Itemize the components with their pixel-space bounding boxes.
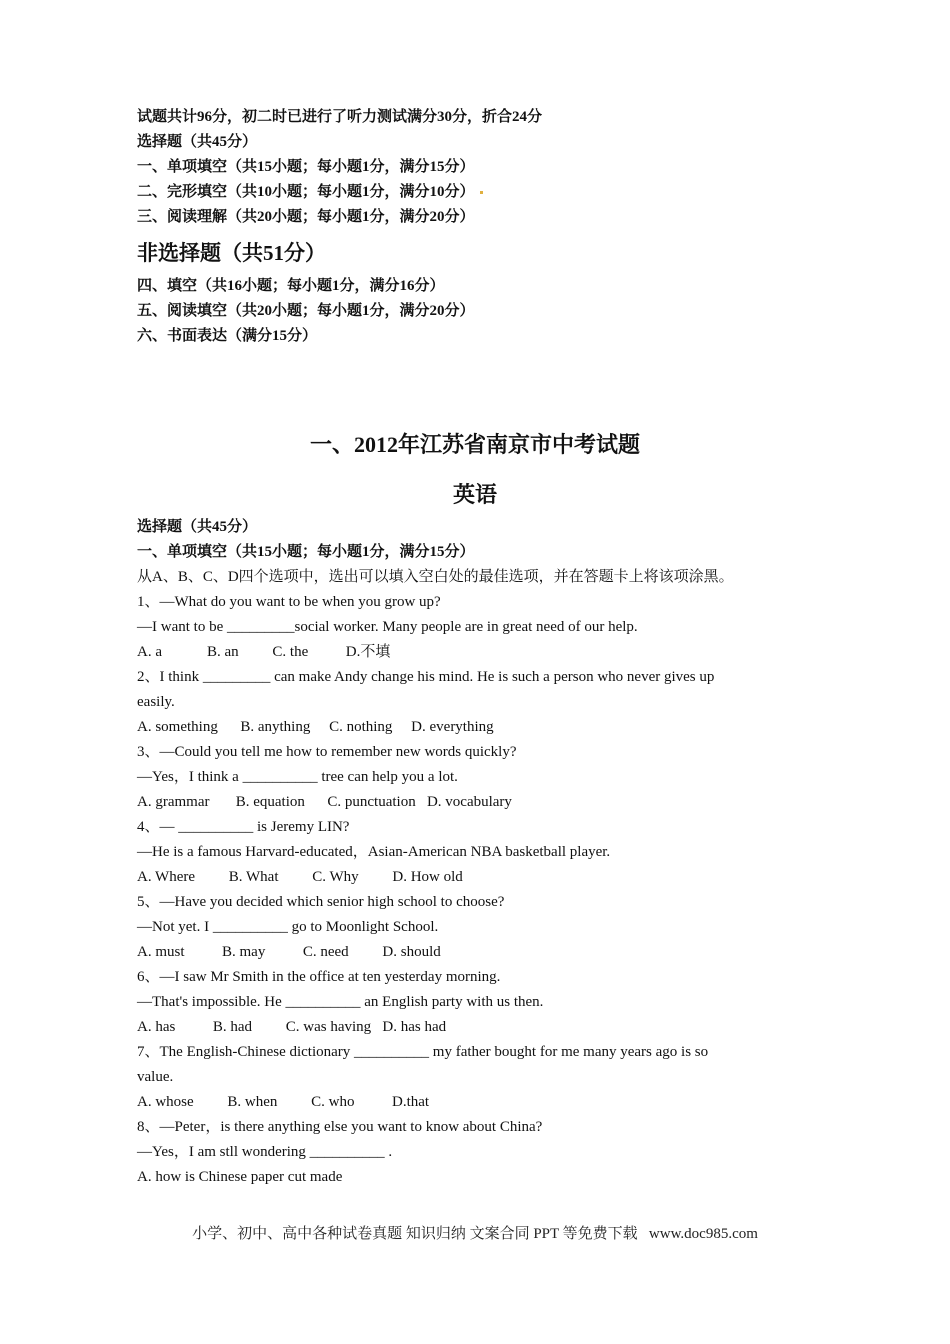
exam-title: 一、2012年江苏省南京市中考试题 bbox=[309, 432, 640, 457]
question-line: 8、—Peter，is there anything else you want to know about China? bbox=[137, 1119, 543, 1135]
question-line: A. something B. anything C. nothing D. everything bbox=[137, 719, 494, 735]
question-line: A. grammar B. equation C. punctuation D. vocabulary bbox=[137, 794, 512, 810]
section-heading: 选择题（共45分） bbox=[137, 519, 258, 535]
part-line-text: 二、完形填空（共10小题；每小题1分，满分10分） bbox=[137, 184, 475, 200]
question-line: A. how is Chinese paper cut made bbox=[137, 1169, 343, 1185]
question-line: A. whose B. when C. who D.that bbox=[137, 1094, 430, 1110]
question-line: 5、—Have you decided which senior high school to choose? bbox=[137, 894, 505, 910]
question-line: A. has B. had C. was having D. has had bbox=[137, 1019, 447, 1035]
question-line: —Yes，I am stll wondering __________ . bbox=[137, 1144, 393, 1160]
question-line: 7、The English-Chinese dictionary __________ my father bought for me many years ago is so bbox=[137, 1044, 709, 1060]
section-heading: 选择题（共45分） bbox=[137, 134, 258, 150]
question-list bbox=[137, 590, 817, 1190]
question-line: 6、—I saw Mr Smith in the office at ten yesterday morning. bbox=[137, 969, 501, 985]
question-line: easily. bbox=[137, 694, 175, 710]
question-line: —He is a famous Harvard-educated，Asian-American NBA basketball player. bbox=[137, 844, 611, 860]
part-line: 一、单项填空（共15小题；每小题1分，满分15分） bbox=[137, 159, 475, 175]
footer: 小学、初中、高中各种试卷真题 知识归纳 文案合同 PPT 等免费下载 www.doc985.com bbox=[192, 1226, 758, 1242]
exam-subject: 英语 bbox=[452, 482, 497, 507]
non-choice-heading: 非选择题（共51分） bbox=[137, 241, 326, 265]
question-line: A. a B. an C. the D.不填 bbox=[137, 644, 391, 660]
question-line: —Yes，I think a __________ tree can help you a lot. bbox=[137, 769, 458, 785]
question-line: 2、I think _________ can make Andy change his mind. He is such a person who never gives up bbox=[137, 669, 715, 685]
question-line: —Not yet. I __________ go to Moonlight School. bbox=[137, 919, 439, 935]
question-line: 1、—What do you want to be when you grow up? bbox=[137, 594, 441, 610]
question-line: 4、— __________ is Jeremy LIN? bbox=[137, 819, 350, 835]
question-line: A. Where B. What C. Why D. How old bbox=[137, 869, 463, 885]
part-line: 五、阅读填空（共20小题；每小题1分，满分20分） bbox=[137, 303, 475, 319]
part-line bbox=[137, 180, 817, 205]
part-line: 六、书面表达（满分15分） bbox=[137, 328, 318, 344]
question-line: A. must B. may C. need D. should bbox=[137, 944, 441, 960]
instruction: 从A、B、C、D四个选项中，选出可以填入空白处的最佳选项，并在答题卡上将该项涂黑。 bbox=[137, 569, 734, 585]
marker-dot bbox=[480, 191, 483, 194]
part-line: 三、阅读理解（共20小题；每小题1分，满分20分） bbox=[137, 209, 475, 225]
question-line: —I want to be _________social worker. Many people are in great need of our help. bbox=[137, 619, 638, 635]
question-line: 3、—Could you tell me how to remember new words quickly? bbox=[137, 744, 517, 760]
question-line: value. bbox=[137, 1069, 174, 1085]
document-page bbox=[137, 105, 817, 1190]
part-heading: 一、单项填空（共15小题；每小题1分，满分15分） bbox=[137, 544, 475, 560]
part-line: 四、填空（共16小题；每小题1分，满分16分） bbox=[137, 278, 445, 294]
score-summary: 试题共计96分，初二时已进行了听力测试满分30分，折合24分 bbox=[137, 109, 543, 125]
question-line: —That's impossible. He __________ an English party with us then. bbox=[137, 994, 544, 1010]
